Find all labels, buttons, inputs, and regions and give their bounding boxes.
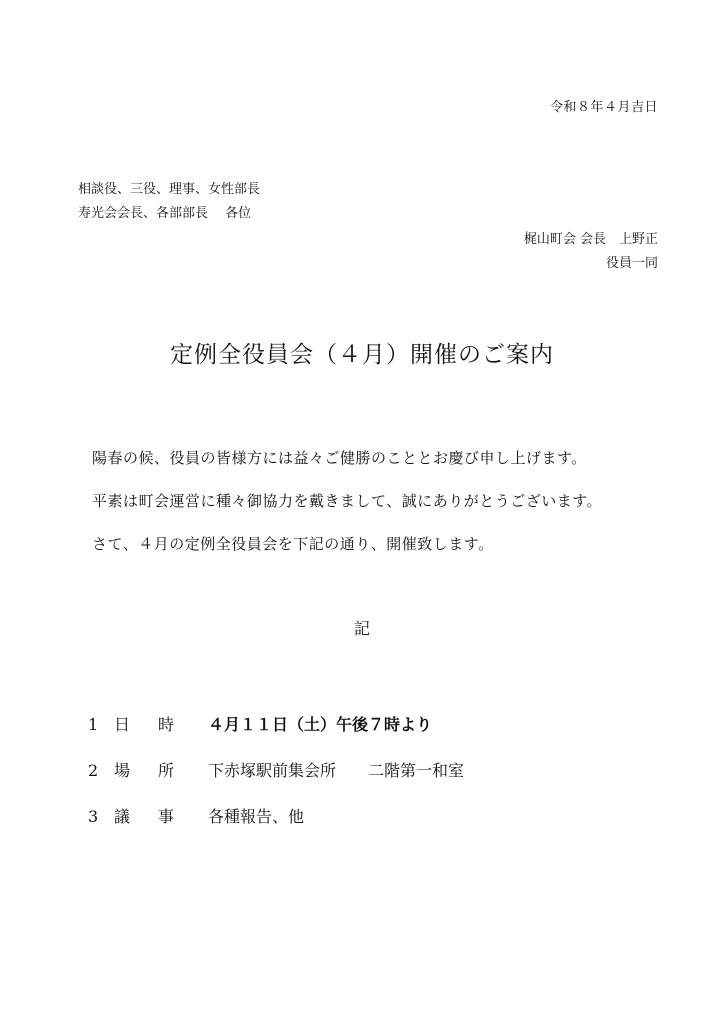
sender-line: 梶山町会 会長 上野正 bbox=[523, 232, 658, 247]
sender-line: 役員一同 bbox=[605, 256, 658, 271]
item-number: 1 bbox=[88, 715, 99, 734]
document-date: 令和８年４月吉日 bbox=[549, 100, 658, 115]
item-value: 各種報告、他 bbox=[208, 807, 305, 826]
item-number: 3 bbox=[88, 807, 99, 826]
detail-item-datetime bbox=[88, 702, 464, 748]
recipient-line: 寿光会会長、各部部長 各位 bbox=[78, 206, 252, 221]
body-paragraph: 陽春の候、役員の皆様方には益々ご健勝のこととお慶び申し上げます。 bbox=[92, 449, 587, 467]
item-value: 下赤塚駅前集会所 二階第一和室 bbox=[208, 761, 465, 780]
recipients-block bbox=[78, 178, 260, 226]
ki-heading: 記 bbox=[353, 619, 370, 638]
item-label: 場所 bbox=[114, 761, 203, 780]
item-value: ４月１１日（土）午後７時より bbox=[208, 715, 433, 734]
body-paragraph: さて、４月の定例全役員会を下記の通り、開催致します。 bbox=[92, 535, 494, 553]
body-text bbox=[92, 437, 602, 566]
item-label: 議事 bbox=[114, 807, 203, 826]
item-number: 2 bbox=[88, 761, 99, 780]
detail-item-agenda bbox=[88, 794, 464, 840]
recipient-line: 相談役、三役、理事、女性部長 bbox=[78, 182, 261, 197]
detail-item-place bbox=[88, 748, 464, 794]
body-paragraph: 平素は町会運営に種々御協力を戴きまして、誠にありがとうございます。 bbox=[92, 492, 603, 510]
details-list bbox=[88, 702, 464, 840]
document-title: 定例全役員会（４月）開催のご案内 bbox=[170, 342, 554, 368]
sender-block bbox=[524, 228, 658, 276]
item-label: 日時 bbox=[114, 715, 203, 734]
